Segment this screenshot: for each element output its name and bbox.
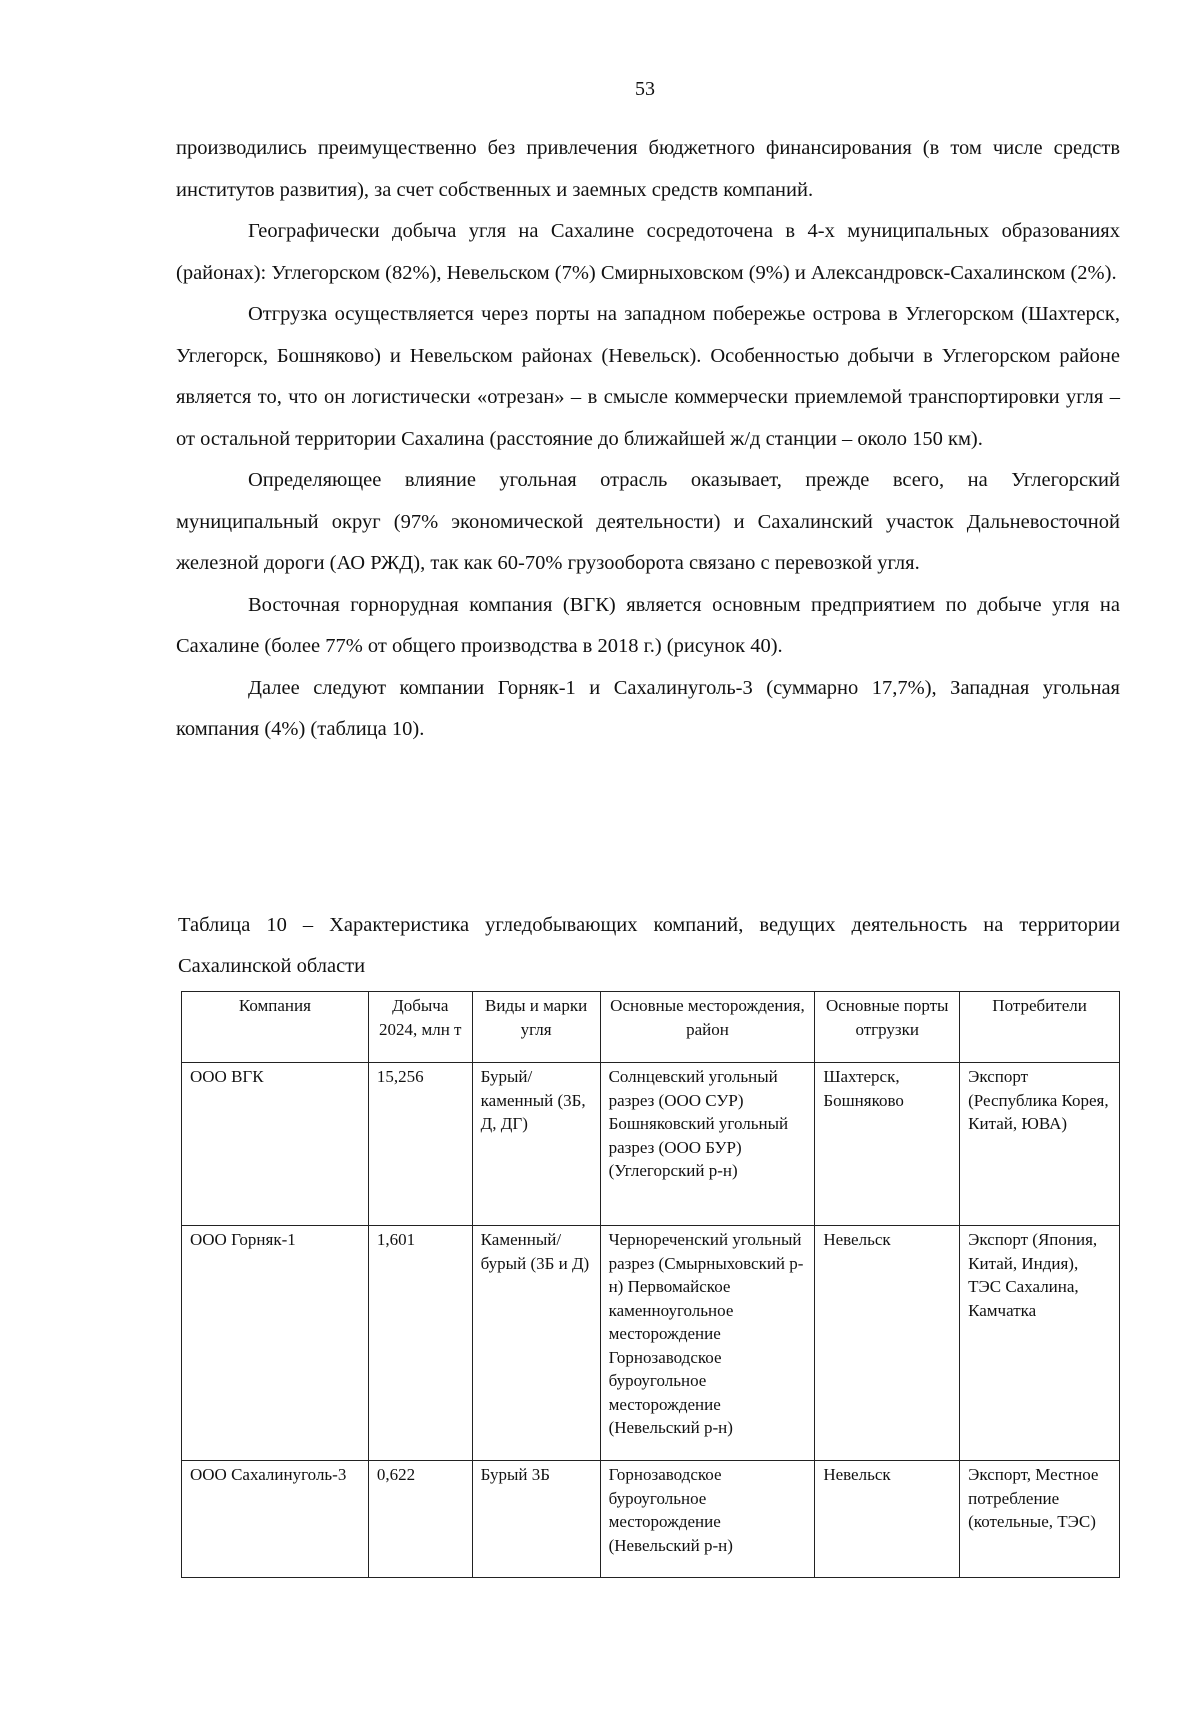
table-caption: Таблица 10 – Характеристика угледобывающих компаний, ведущих деятельность на территории Сахалинской области (178, 914, 1120, 977)
cell-production: 15,256 (368, 1063, 472, 1226)
cell-deposits: Горнозаводское буроугольное месторождение (Невельский р-н) (600, 1461, 815, 1578)
cell-production: 0,622 (368, 1461, 472, 1578)
cell-ports: Шахтерск, Бошняково (815, 1063, 960, 1226)
header-consumers: Потребители (960, 992, 1120, 1063)
coal-companies-table (181, 991, 1120, 1578)
paragraph-continuation: производились преимущественно без привлечения бюджетного финансирования (в том числе средств институтов развития), за счет собственных и заемных средств компаний. (176, 137, 1120, 201)
cell-ports: Невельск (815, 1461, 960, 1578)
body-text (176, 128, 1120, 751)
paragraph-shipment: Отгрузка осуществляется через порты на западном побережье острова в Углегорском (Шахтерск, Углегорск, Бошняково) и Невельском районах (Невельск). Особенностью добычи в Углегорском районе является то, что он логистически «отрезан» – в смысле коммерчески приемлемой транспортировки угля – от остальной территории Сахалина (расстояние до ближайшей ж/д станции – около 150 км). (176, 303, 1120, 450)
header-deposits: Основные месторождения, район (600, 992, 815, 1063)
paragraph-influence: Определяющее влияние угольная отрасль оказывает, прежде всего, на Углегорский муниципальный округ (97% экономической деятельности) и Сахалинский участок Дальневосточной железной дороги (АО РЖД), так как 60-70% грузооборота связано с перевозкой угля. (176, 469, 1120, 574)
cell-company: ООО Сахалинуголь-3 (182, 1461, 369, 1578)
cell-deposits: Чернореченский угольный разрез (Смырныховский р-н) Первомайское каменноугольное месторождение Горнозаводское буроугольное месторождение (Невельский р-н) (600, 1226, 815, 1461)
cell-coal-types: Бурый 3Б (472, 1461, 600, 1578)
header-company: Компания (182, 992, 369, 1063)
cell-consumers: Экспорт (Япония, Китай, Индия), ТЭС Сахалина, Камчатка (960, 1226, 1120, 1461)
table-header-row (182, 992, 1120, 1063)
header-coal-types: Виды и марки угля (472, 992, 600, 1063)
cell-ports: Невельск (815, 1226, 960, 1461)
cell-company: ООО ВГК (182, 1063, 369, 1226)
table-row (182, 1063, 1120, 1226)
paragraph-geography: Географически добыча угля на Сахалине сосредоточена в 4-х муниципальных образованиях (районах): Углегорском (82%), Невельском (7%) Смирныховском (9%) и Александровск-Сахалинском (2%). (176, 220, 1120, 284)
header-ports: Основные порты отгрузки (815, 992, 960, 1063)
cell-deposits: Солнцевский угольный разрез (ООО СУР) Бошняковский угольный разрез (ООО БУР) (Углегорский р-н) (600, 1063, 815, 1226)
header-production: Добыча 2024, млн т (368, 992, 472, 1063)
cell-coal-types: Бурый/каменный (3Б, Д, ДГ) (472, 1063, 600, 1226)
cell-consumers: Экспорт (Республика Корея, Китай, ЮВА) (960, 1063, 1120, 1226)
table-row (182, 1226, 1120, 1461)
cell-consumers: Экспорт, Местное потребление (котельные, ТЭС) (960, 1461, 1120, 1578)
page-number: 53 (635, 78, 655, 100)
paragraph-vgk: Восточная горнорудная компания (ВГК) является основным предприятием по добыче угля на Сахалине (более 77% от общего производства в 2018 г.) (рисунок 40). (176, 593, 1120, 657)
table-row (182, 1461, 1120, 1578)
cell-production: 1,601 (368, 1226, 472, 1461)
cell-coal-types: Каменный/бурый (3Б и Д) (472, 1226, 600, 1461)
paragraph-other-companies: Далее следуют компании Горняк-1 и Сахалинуголь-3 (суммарно 17,7%), Западная угольная компания (4%) (таблица 10). (176, 676, 1120, 740)
cell-company: ООО Горняк-1 (182, 1226, 369, 1461)
